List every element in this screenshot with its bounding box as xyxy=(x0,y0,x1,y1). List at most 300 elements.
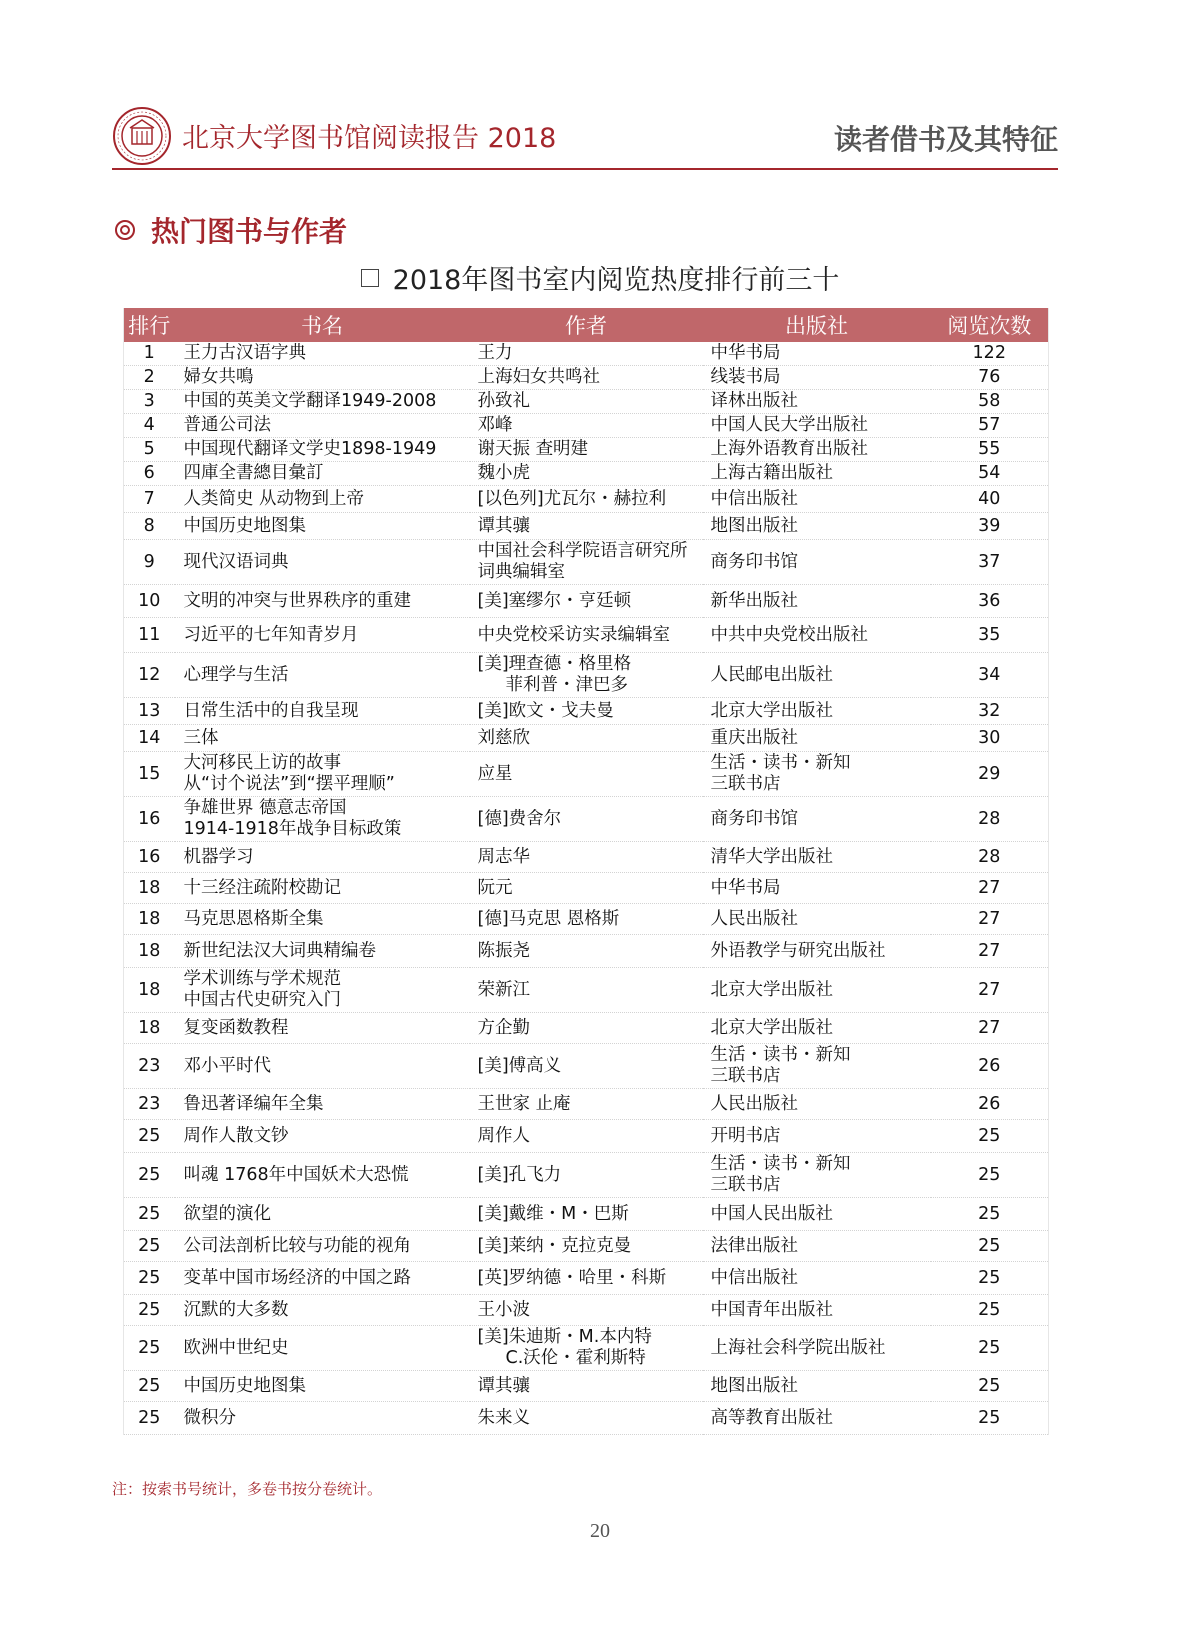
rank-cell: 25 xyxy=(124,1198,175,1231)
rank-cell: 2 xyxy=(124,366,175,390)
author-line: 周志华 xyxy=(477,846,530,867)
table-row xyxy=(124,585,1049,618)
publisher-line: 中华书局 xyxy=(710,343,781,363)
publisher-line: 译林出版社 xyxy=(710,391,798,411)
read-count-cell: 122 xyxy=(931,342,1049,366)
author-line: 王力 xyxy=(477,343,513,363)
book-title-cell xyxy=(175,1198,470,1231)
rank-cell: 18 xyxy=(124,873,175,904)
author-line: [美]孔飞力 xyxy=(477,1164,562,1185)
read-count-cell: 34 xyxy=(931,653,1049,698)
table-row xyxy=(124,438,1049,462)
publisher-line: 地图出版社 xyxy=(710,1375,798,1396)
publisher-cell xyxy=(703,513,931,540)
book-line: 鲁迅著译编年全集 xyxy=(183,1093,324,1114)
author-cell xyxy=(470,653,703,698)
book-line: 学术训练与学术规范 xyxy=(183,969,341,989)
publisher-line: 北京大学出版社 xyxy=(710,979,833,1000)
book-title-cell xyxy=(175,1231,470,1262)
book-title-cell xyxy=(175,1120,470,1153)
author-line: 中央党校采访实录编辑室 xyxy=(477,624,670,645)
publisher-line: 法律出版社 xyxy=(710,1235,798,1256)
rank-cell: 3 xyxy=(124,390,175,414)
column-header-count: 阅览次数 xyxy=(931,308,1049,342)
publisher-cell xyxy=(703,618,931,653)
author-line: 孙致礼 xyxy=(477,391,530,411)
rank-cell: 23 xyxy=(124,1044,175,1089)
publisher-line: 清华大学出版社 xyxy=(710,846,833,867)
publisher-line: 三联书店 xyxy=(710,774,781,794)
author-line: [德]费舍尔 xyxy=(477,808,562,829)
publisher-cell xyxy=(703,842,931,873)
page-header xyxy=(112,100,1058,170)
book-line: 心理学与生活 xyxy=(183,664,289,685)
book-line: 文明的冲突与世界秩序的重建 xyxy=(183,590,411,611)
publisher-cell xyxy=(703,1402,931,1435)
book-title-cell xyxy=(175,585,470,618)
read-count-cell: 39 xyxy=(931,513,1049,540)
read-count-cell: 25 xyxy=(931,1198,1049,1231)
publisher-cell xyxy=(703,698,931,725)
book-title-cell xyxy=(175,462,470,486)
publisher-cell xyxy=(703,1013,931,1044)
book-line: 欧洲中世纪史 xyxy=(183,1337,289,1358)
publisher-line: 中共中央党校出版社 xyxy=(710,624,868,645)
table-row xyxy=(124,842,1049,873)
author-line: [美]朱迪斯・M.本内特 xyxy=(477,1327,652,1347)
table-row xyxy=(124,904,1049,935)
book-line: 中国现代翻译文学史1898-1949 xyxy=(183,439,437,459)
book-title-cell xyxy=(175,797,470,842)
book-line: 王力古汉语字典 xyxy=(183,343,306,363)
book-line: 习近平的七年知青岁月 xyxy=(183,624,359,645)
section-title: 热门图书与作者 xyxy=(151,215,348,248)
author-cell xyxy=(470,1120,703,1153)
author-cell xyxy=(470,935,703,968)
publisher-line: 生活・读书・新知 xyxy=(710,1154,851,1174)
read-count-cell: 54 xyxy=(931,462,1049,486)
author-cell xyxy=(470,342,703,366)
author-line: [英]罗纳德・哈里・科斯 xyxy=(477,1267,667,1288)
read-count-cell: 76 xyxy=(931,366,1049,390)
book-title-cell xyxy=(175,486,470,513)
book-line: 三体 xyxy=(183,727,219,748)
read-count-cell: 27 xyxy=(931,968,1049,1013)
rank-cell: 18 xyxy=(124,1013,175,1044)
rank-cell: 14 xyxy=(124,725,175,752)
table-row xyxy=(124,968,1049,1013)
author-cell xyxy=(470,1295,703,1326)
author-cell xyxy=(470,1198,703,1231)
author-line: [美]塞缪尔・亨廷顿 xyxy=(477,590,632,611)
book-line: 1914-1918年战争目标政策 xyxy=(183,819,402,839)
table-row xyxy=(124,1295,1049,1326)
author-cell xyxy=(470,1044,703,1089)
rank-cell: 8 xyxy=(124,513,175,540)
book-title-cell xyxy=(175,618,470,653)
publisher-line: 中信出版社 xyxy=(710,1267,798,1288)
book-line: 婦女共鳴 xyxy=(183,367,254,387)
author-cell xyxy=(470,414,703,438)
author-cell xyxy=(470,390,703,414)
book-line: 邓小平时代 xyxy=(183,1055,271,1076)
publisher-cell xyxy=(703,1198,931,1231)
publisher-cell xyxy=(703,342,931,366)
book-line: 现代汉语词典 xyxy=(183,551,289,572)
report-title: 北京大学图书馆阅读报告 2018 xyxy=(182,123,557,154)
publisher-cell xyxy=(703,1295,931,1326)
table-row xyxy=(124,1402,1049,1435)
read-count-cell: 55 xyxy=(931,438,1049,462)
author-cell xyxy=(470,1402,703,1435)
table-row xyxy=(124,1153,1049,1198)
rank-cell: 25 xyxy=(124,1231,175,1262)
book-line: 机器学习 xyxy=(183,846,254,867)
book-title-cell xyxy=(175,414,470,438)
author-line: 陈振尧 xyxy=(477,940,530,961)
rank-cell: 7 xyxy=(124,486,175,513)
rank-cell: 16 xyxy=(124,797,175,842)
table-row xyxy=(124,1089,1049,1120)
author-cell xyxy=(470,1089,703,1120)
read-count-cell: 37 xyxy=(931,540,1049,585)
author-line: 魏小虎 xyxy=(477,463,530,483)
rank-cell: 25 xyxy=(124,1295,175,1326)
publisher-line: 生活・读书・新知 xyxy=(710,753,851,773)
table-row xyxy=(124,1198,1049,1231)
publisher-cell xyxy=(703,390,931,414)
publisher-cell xyxy=(703,366,931,390)
column-header-book: 书名 xyxy=(175,308,470,342)
read-count-cell: 26 xyxy=(931,1044,1049,1089)
book-title-cell xyxy=(175,752,470,797)
column-header-author: 作者 xyxy=(470,308,703,342)
section-heading xyxy=(115,210,347,250)
table-row xyxy=(124,414,1049,438)
book-title-cell xyxy=(175,1295,470,1326)
publisher-line: 商务印书馆 xyxy=(710,551,798,572)
author-line: 荣新江 xyxy=(477,979,530,1000)
book-title-cell xyxy=(175,540,470,585)
author-cell xyxy=(470,1231,703,1262)
author-line: [美]傅高义 xyxy=(477,1055,562,1076)
book-title-cell xyxy=(175,698,470,725)
author-cell xyxy=(470,438,703,462)
table-row xyxy=(124,1371,1049,1402)
table-row xyxy=(124,797,1049,842)
table-row xyxy=(124,1231,1049,1262)
rank-cell: 15 xyxy=(124,752,175,797)
book-title-cell xyxy=(175,725,470,752)
publisher-line: 中国人民出版社 xyxy=(710,1203,833,1224)
section-name: 读者借书及其特征 xyxy=(833,123,1058,156)
column-header-publisher: 出版社 xyxy=(703,308,931,342)
page-number: 20 xyxy=(590,1520,610,1542)
publisher-line: 新华出版社 xyxy=(710,590,798,611)
author-line: C.沃伦・霍利斯特 xyxy=(505,1348,646,1368)
rank-cell: 13 xyxy=(124,698,175,725)
publisher-line: 人民邮电出版社 xyxy=(710,664,833,685)
author-line: 邓峰 xyxy=(477,415,513,435)
author-line: 刘慈欣 xyxy=(477,727,530,748)
publisher-cell xyxy=(703,438,931,462)
author-line: 方企勤 xyxy=(477,1017,530,1038)
book-line: 十三经注疏附校勘记 xyxy=(183,877,341,898)
publisher-cell xyxy=(703,414,931,438)
rank-cell: 25 xyxy=(124,1402,175,1435)
publisher-cell xyxy=(703,486,931,513)
book-line: 变革中国市场经济的中国之路 xyxy=(183,1267,411,1288)
column-header-rank: 排行 xyxy=(124,308,175,342)
read-count-cell: 27 xyxy=(931,904,1049,935)
book-line: 公司法剖析比较与功能的视角 xyxy=(183,1235,411,1256)
author-line: 菲利普・津巴多 xyxy=(505,675,628,695)
author-line: 应星 xyxy=(477,763,513,784)
rank-cell: 5 xyxy=(124,438,175,462)
rank-cell: 9 xyxy=(124,540,175,585)
publisher-line: 北京大学出版社 xyxy=(710,1017,833,1038)
table-row xyxy=(124,873,1049,904)
book-title-cell xyxy=(175,390,470,414)
publisher-line: 外语教学与研究出版社 xyxy=(710,940,886,961)
rank-cell: 25 xyxy=(124,1120,175,1153)
book-line: 中国的英美文学翻译1949-2008 xyxy=(183,391,437,411)
publisher-cell xyxy=(703,1153,931,1198)
publisher-line: 中国人民大学出版社 xyxy=(710,415,868,435)
author-cell xyxy=(470,725,703,752)
rank-cell: 12 xyxy=(124,653,175,698)
read-count-cell: 36 xyxy=(931,585,1049,618)
publisher-line: 重庆出版社 xyxy=(710,727,798,748)
rank-cell: 25 xyxy=(124,1371,175,1402)
table-row xyxy=(124,462,1049,486)
publisher-line: 高等教育出版社 xyxy=(710,1407,833,1428)
book-line: 微积分 xyxy=(183,1407,236,1428)
author-line: 谭其骧 xyxy=(477,515,530,536)
book-title-cell xyxy=(175,513,470,540)
table-row xyxy=(124,725,1049,752)
publisher-line: 线装书局 xyxy=(710,367,781,387)
author-cell xyxy=(470,486,703,513)
author-line: [以色列]尤瓦尔・赫拉利 xyxy=(477,488,667,509)
publisher-line: 人民出版社 xyxy=(710,908,798,929)
publisher-line: 上海外语教育出版社 xyxy=(710,439,868,459)
book-line: 新世纪法汉大词典精编卷 xyxy=(183,940,376,961)
book-title-cell xyxy=(175,1153,470,1198)
book-line: 欲望的演化 xyxy=(183,1203,271,1224)
book-line: 四庫全書總目彙訂 xyxy=(183,463,324,483)
read-count-cell: 30 xyxy=(931,725,1049,752)
book-title-cell xyxy=(175,1089,470,1120)
publisher-line: 商务印书馆 xyxy=(710,808,798,829)
rank-cell: 25 xyxy=(124,1326,175,1371)
author-cell xyxy=(470,968,703,1013)
table-row xyxy=(124,1262,1049,1295)
publisher-cell xyxy=(703,585,931,618)
read-count-cell: 28 xyxy=(931,842,1049,873)
author-cell xyxy=(470,513,703,540)
read-count-cell: 25 xyxy=(931,1231,1049,1262)
author-cell xyxy=(470,540,703,585)
table-row xyxy=(124,390,1049,414)
book-line: 叫魂 1768年中国妖术大恐慌 xyxy=(183,1164,409,1185)
table-row xyxy=(124,1326,1049,1371)
read-count-cell: 27 xyxy=(931,935,1049,968)
author-line: 词典编辑室 xyxy=(477,562,565,582)
publisher-cell xyxy=(703,1262,931,1295)
read-count-cell: 32 xyxy=(931,698,1049,725)
author-line: [德]马克思 恩格斯 xyxy=(477,908,620,929)
author-cell xyxy=(470,1371,703,1402)
book-title-cell xyxy=(175,968,470,1013)
book-title-cell xyxy=(175,653,470,698)
book-line: 中国历史地图集 xyxy=(183,515,306,536)
publisher-line: 北京大学出版社 xyxy=(710,700,833,721)
read-count-cell: 25 xyxy=(931,1326,1049,1371)
publisher-cell xyxy=(703,1089,931,1120)
square-bullet-icon xyxy=(361,269,379,287)
double-circle-icon xyxy=(115,220,135,240)
author-cell xyxy=(470,462,703,486)
author-cell xyxy=(470,366,703,390)
book-line: 周作人散文钞 xyxy=(183,1125,289,1146)
author-line: 上海妇女共鸣社 xyxy=(477,367,600,387)
author-cell xyxy=(470,1326,703,1371)
publisher-line: 三联书店 xyxy=(710,1175,781,1195)
book-line: 复变函数教程 xyxy=(183,1017,289,1038)
book-title-cell xyxy=(175,1044,470,1089)
author-line: 中国社会科学院语言研究所 xyxy=(477,541,688,561)
rank-cell: 18 xyxy=(124,935,175,968)
book-title-cell xyxy=(175,1402,470,1435)
book-title-cell xyxy=(175,342,470,366)
author-cell xyxy=(470,873,703,904)
author-line: [美]欧文・戈夫曼 xyxy=(477,700,614,721)
rank-cell: 18 xyxy=(124,968,175,1013)
author-cell xyxy=(470,904,703,935)
book-line: 争雄世界 德意志帝国 xyxy=(183,798,347,818)
author-cell xyxy=(470,752,703,797)
author-line: 谭其骧 xyxy=(477,1375,530,1396)
book-line: 大河移民上访的故事 xyxy=(183,753,341,773)
publisher-line: 中国青年出版社 xyxy=(710,1299,833,1320)
publisher-cell xyxy=(703,873,931,904)
book-title-cell xyxy=(175,1326,470,1371)
table-row xyxy=(124,1013,1049,1044)
read-count-cell: 28 xyxy=(931,797,1049,842)
publisher-cell xyxy=(703,725,931,752)
table-header-row xyxy=(124,308,1049,342)
publisher-line: 地图出版社 xyxy=(710,515,798,536)
book-line: 日常生活中的自我呈现 xyxy=(183,700,359,721)
publisher-line: 上海社会科学院出版社 xyxy=(710,1337,886,1358)
rank-cell: 4 xyxy=(124,414,175,438)
publisher-cell xyxy=(703,1120,931,1153)
book-title-cell xyxy=(175,438,470,462)
table-row xyxy=(124,752,1049,797)
rank-cell: 1 xyxy=(124,342,175,366)
table-row xyxy=(124,486,1049,513)
publisher-line: 上海古籍出版社 xyxy=(710,463,833,483)
table-row xyxy=(124,513,1049,540)
header-divider xyxy=(112,168,1058,170)
author-line: [美]戴维・M・巴斯 xyxy=(477,1203,629,1224)
table-footnote: 注：按索书号统计，多卷书按分卷统计。 xyxy=(112,1480,383,1498)
read-count-cell: 25 xyxy=(931,1371,1049,1402)
book-line: 人类简史 从动物到上帝 xyxy=(183,488,365,509)
book-line: 马克思恩格斯全集 xyxy=(183,908,324,929)
table-row xyxy=(124,618,1049,653)
publisher-line: 三联书店 xyxy=(710,1066,781,1086)
publisher-cell xyxy=(703,935,931,968)
rank-cell: 25 xyxy=(124,1153,175,1198)
table-row xyxy=(124,653,1049,698)
publisher-cell xyxy=(703,462,931,486)
publisher-cell xyxy=(703,1044,931,1089)
author-cell xyxy=(470,1262,703,1295)
table-title: 2018年图书室内阅览热度排行前三十 xyxy=(392,265,840,296)
author-cell xyxy=(470,585,703,618)
table-row xyxy=(124,366,1049,390)
publisher-cell xyxy=(703,1371,931,1402)
table-row xyxy=(124,1120,1049,1153)
author-cell xyxy=(470,797,703,842)
book-line: 中国历史地图集 xyxy=(183,1375,306,1396)
rank-cell: 23 xyxy=(124,1089,175,1120)
book-title-cell xyxy=(175,873,470,904)
author-line: 王小波 xyxy=(477,1299,530,1320)
author-line: 周作人 xyxy=(477,1125,530,1146)
rank-cell: 6 xyxy=(124,462,175,486)
reading-ranking-table xyxy=(123,308,1049,1435)
book-line: 沉默的大多数 xyxy=(183,1299,289,1320)
book-title-cell xyxy=(175,1371,470,1402)
rank-cell: 11 xyxy=(124,618,175,653)
book-title-cell xyxy=(175,842,470,873)
rank-cell: 16 xyxy=(124,842,175,873)
read-count-cell: 40 xyxy=(931,486,1049,513)
table-row xyxy=(124,935,1049,968)
table-body xyxy=(124,342,1049,1435)
book-title-cell xyxy=(175,1013,470,1044)
publisher-cell xyxy=(703,968,931,1013)
read-count-cell: 25 xyxy=(931,1120,1049,1153)
table-row xyxy=(124,342,1049,366)
book-line: 中国古代史研究入门 xyxy=(183,990,341,1010)
author-cell xyxy=(470,1153,703,1198)
publisher-line: 人民出版社 xyxy=(710,1093,798,1114)
read-count-cell: 25 xyxy=(931,1153,1049,1198)
table-row xyxy=(124,540,1049,585)
rank-cell: 25 xyxy=(124,1262,175,1295)
read-count-cell: 27 xyxy=(931,1013,1049,1044)
rank-cell: 10 xyxy=(124,585,175,618)
read-count-cell: 26 xyxy=(931,1089,1049,1120)
book-title-cell xyxy=(175,904,470,935)
book-title-cell xyxy=(175,1262,470,1295)
publisher-line: 开明书店 xyxy=(710,1125,781,1146)
author-line: 朱来义 xyxy=(477,1407,530,1428)
rank-cell: 18 xyxy=(124,904,175,935)
publisher-line: 中华书局 xyxy=(710,877,781,898)
author-cell xyxy=(470,1013,703,1044)
author-line: 谢天振 查明建 xyxy=(477,439,589,459)
book-title-cell xyxy=(175,366,470,390)
publisher-cell xyxy=(703,1326,931,1371)
publisher-cell xyxy=(703,1231,931,1262)
publisher-cell xyxy=(703,752,931,797)
read-count-cell: 57 xyxy=(931,414,1049,438)
